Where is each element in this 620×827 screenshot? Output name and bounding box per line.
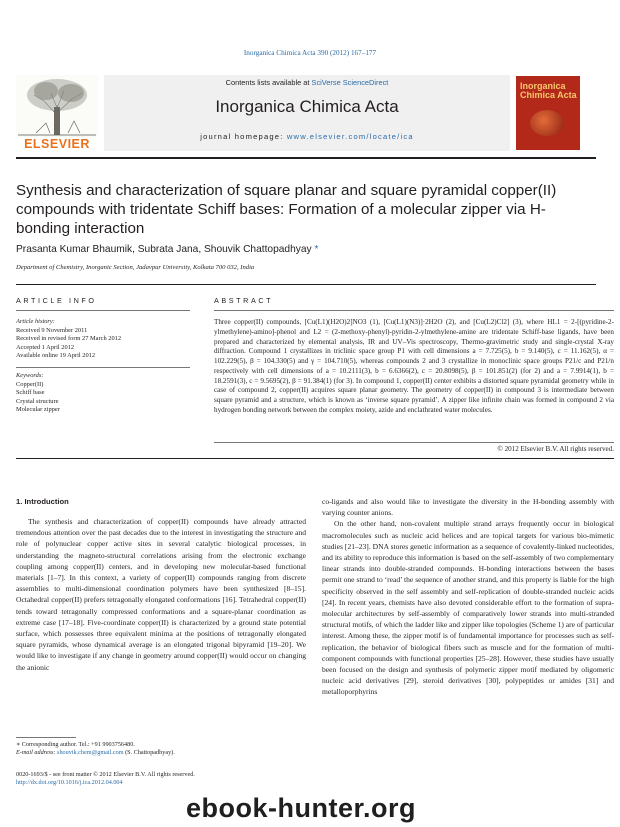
contents-prefix: Contents lists available at [225, 78, 312, 87]
header-rule [16, 157, 596, 159]
keywords-label: Keywords: [16, 372, 44, 379]
intro-paragraph: On the other hand, non-covalent multiple strand arrays frequently occur in biological macromolecules such as nucleic acid helices and are topical targets for various bio-mimetic studies [21–23]. DNA stores genetic information as a sequence of covalently-linked nucleotides, and its ability to reproduce this information is based on the self-assembly of two complementary linear strands into double-stranded compounds. H-bonding interactions between the bases permit one strand to ‘read’ the sequence of another strand, and this property is liable for the high specificity observed in the self assembly and self-replication of double-stranded nucleic acids [24]. In recent years, chemists have also devoted considerable effort to the formation of supra-molecular architectures by self-assembly of comparatively lower strands into multi-stranded structural motifs, of which the ladder like and zipper like topologies (Scheme 1) are of particular interest. Among these, the zipper motif is of fundamental importance for processes such as self-replication, the behavior of biological fibers such as muscle and for the formation of multi-component compounds with functional properties [25–28]. However, these studies have usually been focused on the design and synthesis of polymeric zipper motif mediated by oligomeric nucleic acid derivatives [29], steroid derivatives [30], polypeptides or amides [31] and metalloporphyrins [322, 519, 614, 697]
history-item: Received in revised form 27 March 2012 [16, 335, 122, 343]
keywords [16, 372, 186, 415]
contents-line [104, 78, 510, 87]
cover-molecule-graphic [530, 110, 564, 136]
keyword: Schiff base [16, 389, 45, 397]
elsevier-wordmark: ELSEVIER [24, 137, 90, 151]
journal-cover-thumbnail [516, 76, 580, 150]
email-label: E-mail address: [16, 749, 58, 757]
article-title: Synthesis and characterization of square planar and square pyramidal copper(II) compounds with tridentate Schiff bases: Formation of a molecular zipper via H-bonding interaction [16, 182, 557, 238]
keyword: Crystal structure [16, 397, 59, 405]
homepage-link[interactable]: www.elsevier.com/locate/ica [286, 132, 414, 141]
journal-reference[interactable]: Inorganica Chimica Acta 390 (2012) 167–177 [243, 49, 377, 57]
title-rule [16, 284, 596, 285]
keyword: Copper(II) [16, 380, 44, 388]
keywords-rule [16, 367, 190, 368]
journal-header [104, 75, 510, 151]
article-history [16, 318, 186, 361]
cover-title [520, 82, 577, 100]
tree-icon [16, 75, 98, 137]
abstract-heading: ABSTRACT [214, 296, 274, 305]
corresponding-author-mark[interactable]: * [311, 244, 319, 255]
homepage-prefix: journal homepage: [200, 132, 287, 141]
doi-link[interactable]: http://dx.doi.org/10.1016/j.ica.2012.04.004 [16, 779, 123, 787]
email-line [16, 749, 306, 757]
copyright: © 2012 Elsevier B.V. All rights reserved. [497, 445, 614, 453]
watermark: ebook-hunter.org [186, 793, 416, 823]
abstract-bottom-rule [214, 442, 614, 443]
abstract-end-rule [16, 458, 614, 459]
abstract-rule [214, 310, 614, 311]
issn-line: 0020-1693/$ - see front matter © 2012 Elsevier B.V. All rights reserved. [16, 771, 195, 778]
email-suffix: (S. Chattopadhyay). [123, 749, 175, 757]
article-info-rule [16, 310, 190, 311]
journal-title: Inorganica Chimica Acta [215, 97, 399, 116]
affiliation: Department of Chemistry, Inorganic Section, Jadavpur University, Kolkata 700 032, India [16, 264, 255, 271]
intro-left-column: The synthesis and characterization of copper(II) compounds have already attracted tremendous attention over the past decades due to the interest in investigating the structure and role of polynuclear copper active sites in several catalytic biological processes, in understanding the magneto-structural correlations arising from the electronic exchange coupling among copper(II) centers, and in developing new molecular-based functional materials [1–7]. In this context, a variety of copper(II) compounds ranging from discrete assemblies to multi-dimensional coordination polymers have been synthesized [8–15]. Octahedral copper(II) prefers tetragonally elongated conformations [16]. Tetrahedral copper(II) tends toward tetragonally compressed conformations and a square-planar coordination as extreme case [17–18]. Five-coordinate copper(II) is characterized by a ground state potential surface, which possesses three equivalent minima at the positions of tetragonally elongated square pyramids, whose dynamical average is an elongated trigonal bipyramid [19–20]. We would like to investigate if any change in geometry around copper(II) would occur on changing the anionic [16, 517, 306, 672]
publication-info [16, 771, 306, 788]
history-label: Article history: [16, 318, 55, 325]
author-list [16, 244, 318, 255]
intro-right-column [322, 496, 614, 698]
authors: Prasanta Kumar Bhaumik, Subrata Jana, Shouvik Chattopadhyay [16, 244, 312, 255]
section-heading-introduction: 1. Introduction [16, 497, 69, 506]
history-item: Received 9 November 2011 [16, 326, 88, 334]
footnote-rule [16, 737, 76, 738]
cover-title-line-2: Chimica Acta [520, 90, 577, 100]
footnote [16, 741, 306, 758]
abstract-body: Three copper(II) compounds, [Cu(L1)(H2O)2]NO3 (1), [Cu(L1)(N3)]·2H2O (2), and [Cu(L2)Cl2] (3), where HL1 = 2-[(pyridine-2-ylmethylene)-amino]-phenol and L2 = (2-methoxy-phenyl)-pyridin-2-ylmethylene-amine are tridentate Schiff-base ligands, have been prepared and characterized by elemental analysis, IR and UV–Vis spectroscopy, Thermo-gravimetric study and single-crystal X-ray diffraction. Compound 1 crystallizes in triclinic space group P1 with cell dimensions a = 7.725(5), b = 9.140(5), c = 11.162(5), α = 102.229(5), β = 104.330(5) and γ = 104.710(5), whereas compounds 2 and 3 crystallize in monoclinic space groups P21/c and P21/n respectively with cell dimensions of a = 10.2111(3), b = 6.6366(2), c = 20.8098(5), β = 101.851(2) (for 2) and a = 7.9914(1), b = 18.2591(3), c = 9.5695(2), β = 91.384(1) (for 3). In compound 1, copper(II) center exhibits a distorted square pyramidal geometry while in case of compound 2, copper(II) acquires square planar geometry. The geometry of copper(II) in compound 3 is intermediate between square pyramid and a structure, which is known as ‘inverse square pyramid’. A zipper like infinite chain was formed in compound 2 via hydrogen bonding network between the complex moiety, azide and enclathrated water molecules. [214, 318, 614, 414]
corresponding-author-note: ∗ Corresponding author. Tel.: +91 9903756480. [16, 741, 135, 748]
intro-paragraph: co-ligands and also would like to investigate the diversity in the H-bonding assembly with varying counter anions. [322, 497, 614, 518]
keyword: Molecular zipper [16, 406, 60, 414]
email-link[interactable]: shouvik.chem@gmail.com [57, 749, 124, 757]
history-item: Available online 19 April 2012 [16, 352, 96, 360]
history-item: Accepted 1 April 2012 [16, 343, 75, 351]
sciencedirect-link[interactable]: SciVerse ScienceDirect [311, 78, 389, 87]
homepage-line [104, 132, 510, 141]
article-info-heading: ARTICLE INFO [16, 296, 97, 305]
cover-title-line-1: Inorganica [520, 81, 566, 91]
